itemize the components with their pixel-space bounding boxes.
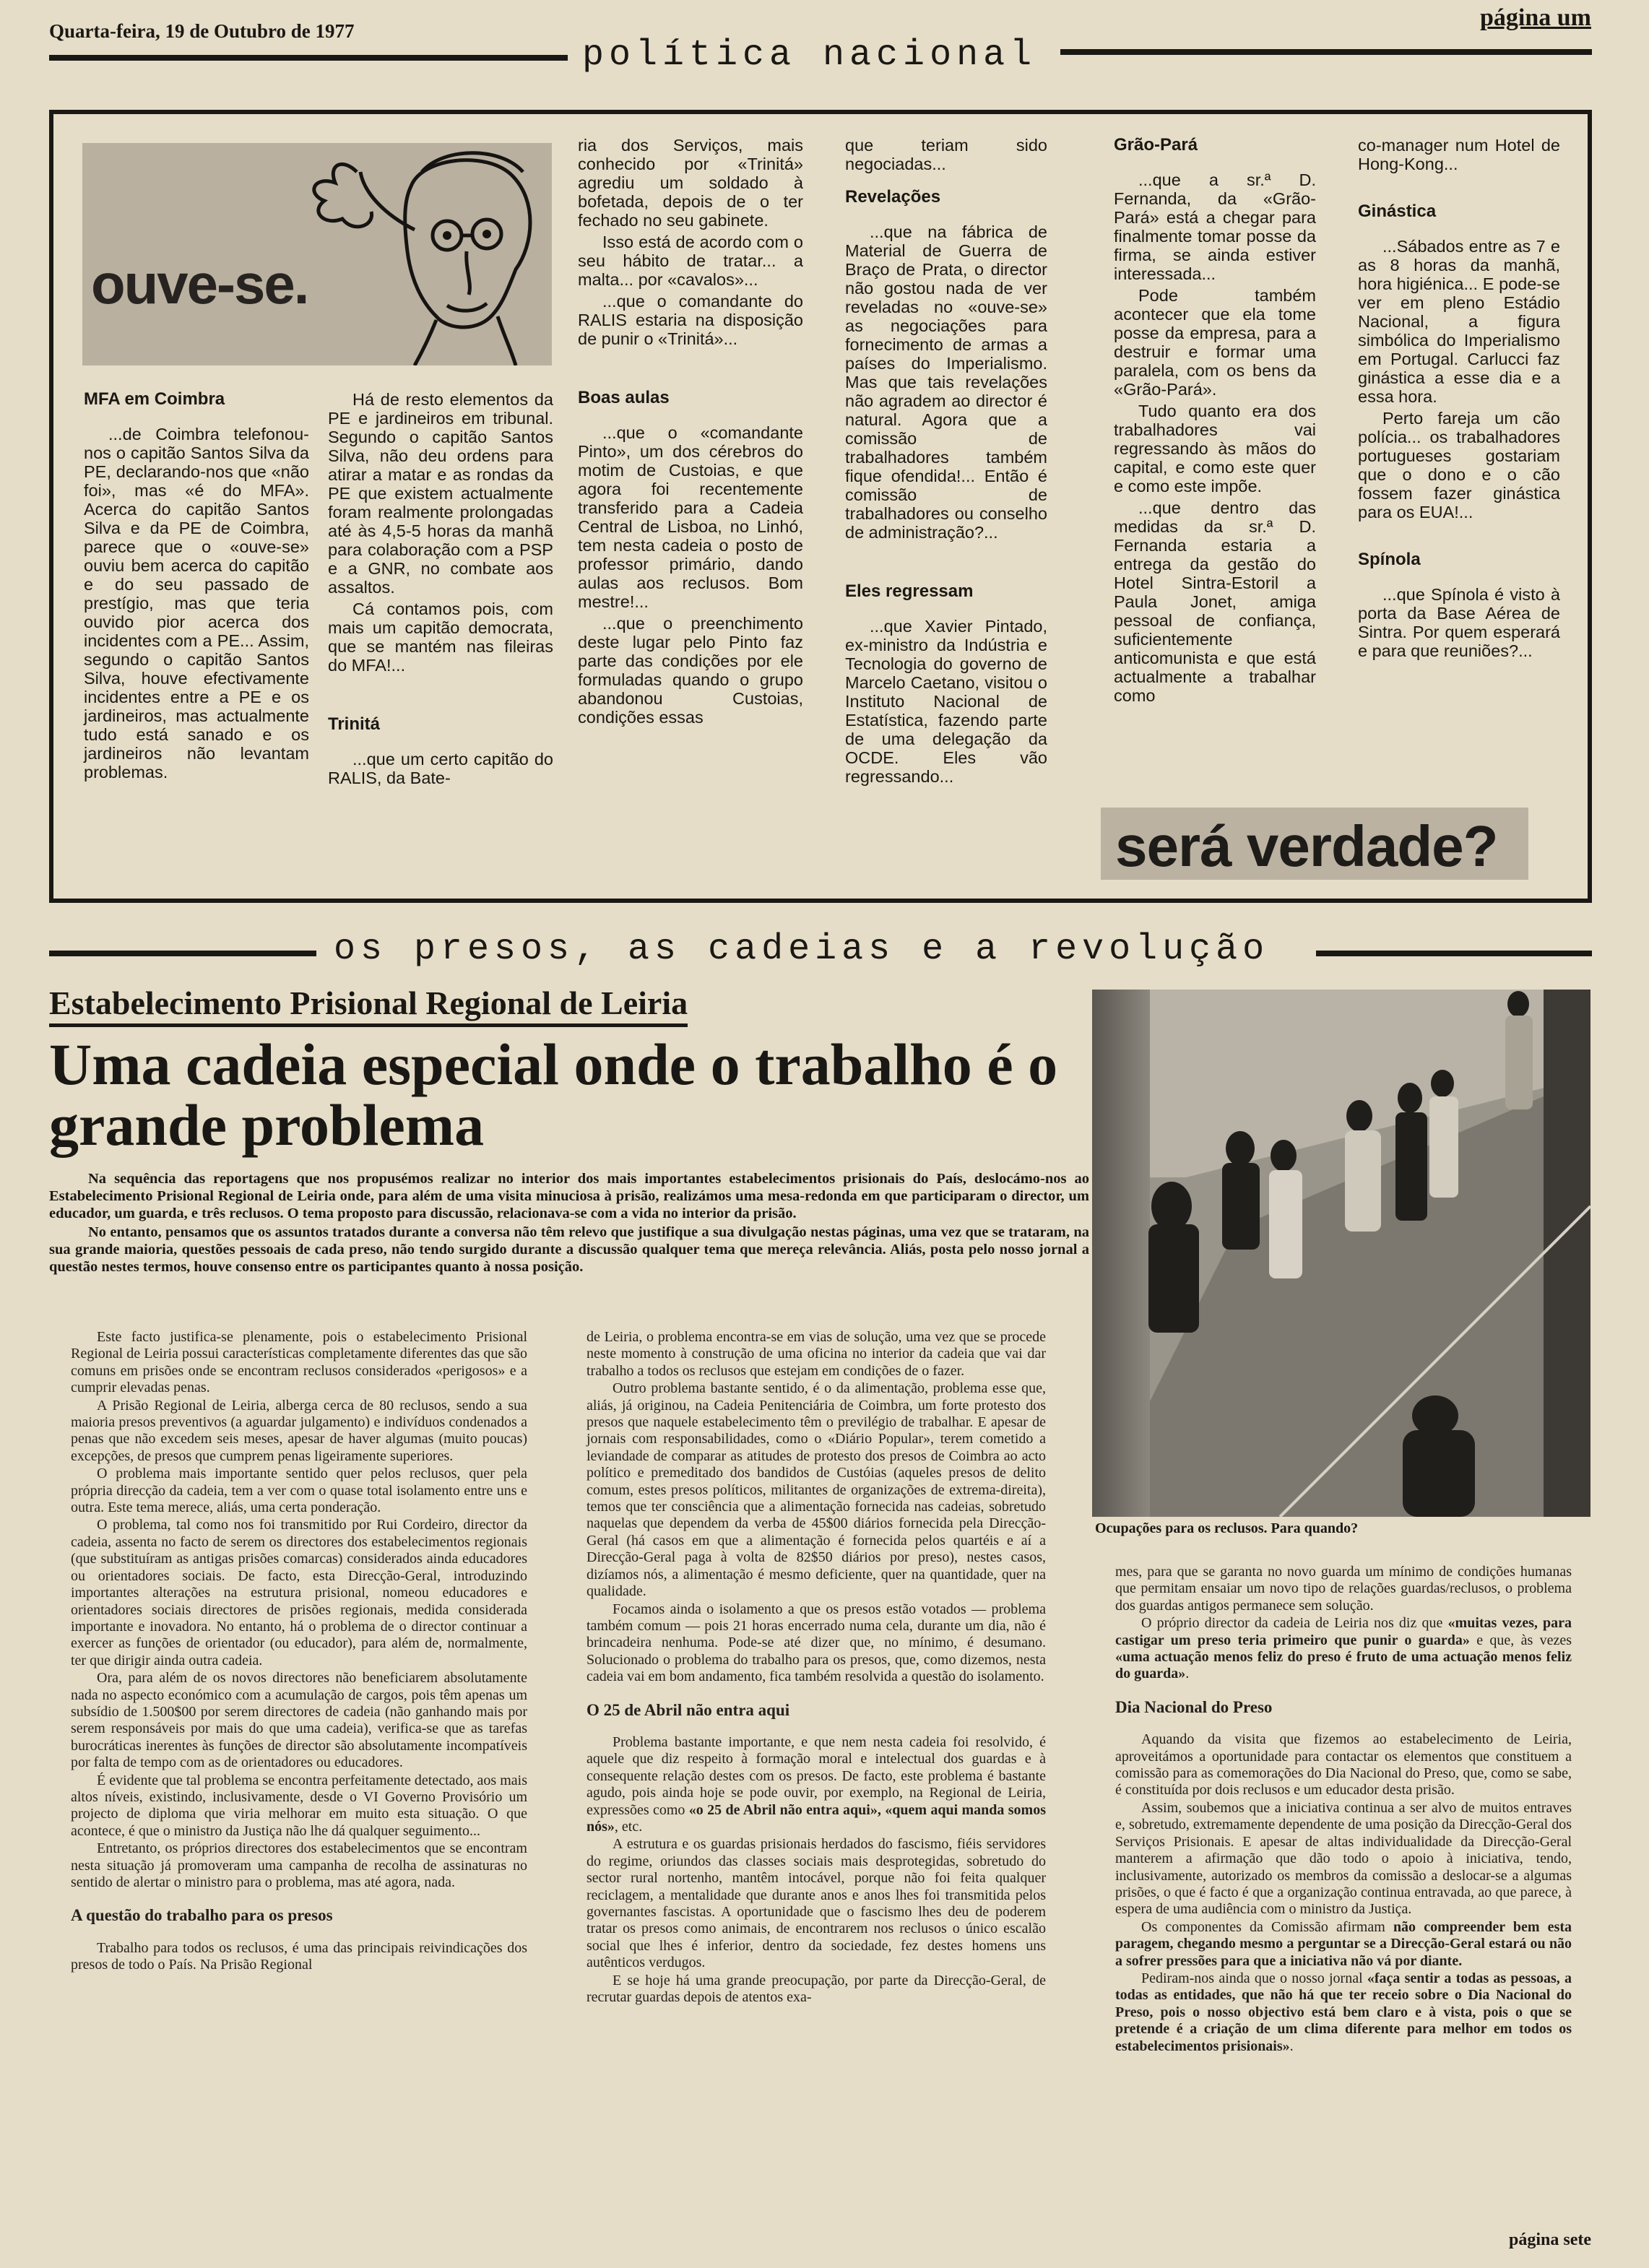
text-run: , etc. bbox=[614, 1818, 643, 1835]
gossip-paragraph: que teriam sido negociadas... bbox=[845, 136, 1047, 173]
gossip-paragraph: Isso está de acordo com o seu hábito de tratar... a malta... por «cavalos»... bbox=[578, 233, 803, 289]
page-label-top: página um bbox=[1480, 4, 1591, 31]
gossip-paragraph: ria dos Serviços, mais conhecido por «Trinitá» agrediu um soldado à bofetada, depois de o ter fechado no seu gabinete. bbox=[578, 136, 803, 230]
gossip-column-5 bbox=[1114, 136, 1316, 708]
body-paragraph: O problema mais importante sentido quer pelos reclusos, quer pela própria direcção da cadeia, tem a ver com o quase total isolamento entre uns e outra. Este tema merece, aliás, uma certa ponderação. bbox=[71, 1466, 527, 1516]
prison-yard-photo bbox=[1092, 990, 1590, 1517]
gossip-column-4 bbox=[845, 136, 1047, 789]
body-paragraph bbox=[1115, 1970, 1572, 2055]
gossip-paragraph: ...que o comandante do RALIS estaria na disposição de punir o «Trinitá»... bbox=[578, 292, 803, 348]
body-paragraph: Ora, para além de os novos directores não beneficiarem absolutamente nada no aspecto económico com a acumulação de cargos, pois têm apenas um subsídio de 1.500$00 por serem directores de cadeia (não ganhando mais por serem responsáveis por mais do que uma cadeia), verifica-se que as tarefas burocráticas inerentes às funções de director são absolutamente incompatíveis por falta de tempo com as de orientadores ou educadores. bbox=[71, 1670, 527, 1771]
gossip-paragraph: ...que dentro das medidas da sr.ª D. Fernanda estaria a entrega da gestão do Hotel Sintra-Estoril a Paula Jonet, amiga pessoal de confiança, suficientemente anticomunista e que está actualmente a trabalhar como bbox=[1114, 498, 1316, 705]
text-run: Problema bastante importante, e que nem nesta cadeia foi resolvido, é aquele que diz respeito à formação moral e intelectual dos guardas e à consequente relação destes com os presos. De facto, este problema é bastante agudo, pois ainda hoje se pode ouvir, por exemplo, na Regional de Leiria, expressões como bbox=[587, 1734, 1046, 1818]
text-run: . bbox=[1185, 1666, 1190, 1682]
body-paragraph: O problema, tal como nos foi transmitido por Rui Cordeiro, director da cadeia, assenta no facto de serem os directores dos estabelecimentos regionais (que substituíram as antigas prisões comarcas) considerados ainda educadores ou orientadores sociais. De facto, esta Direcção-Geral, introduzindo importantes alterações na estrutura prisional, nomeou educadores e orientadores sociais directores de prisões regionais, medida considerada importante e inovadora. No entanto, há o problema de o director continuar a exercer as funções de orientador (ou educador), para além de, normalmente, ter que dirigir ainda outra cadeia. bbox=[71, 1517, 527, 1668]
gossip-paragraph: ...de Coimbra telefonou-nos o capitão Santos Silva da PE, declarando-nos que «não foi», mas «é do MFA». Acerca do capitão Santos Silva e da PE de Coimbra, parece que o «ouve-se» ouviu bem acerca do capitão e do seu passado de prestígio, mas que teria ouvido pior acerca dos incidentes com a PE... Assim, segundo o capitão Santos Silva, houve efectivamente incidentes entre a PE e os jardineiros, mas actualmente tudo está sanado e os jardineiros não levantam problemas. bbox=[84, 425, 309, 782]
section2-rule-right bbox=[1316, 951, 1592, 956]
section-title: política nacional bbox=[582, 35, 1037, 76]
gossip-column-6 bbox=[1358, 136, 1560, 663]
text-run: O próprio director da cadeia de Leiria nos diz que bbox=[1141, 1615, 1443, 1632]
gossip-paragraph: ...que um certo capitão do RALIS, da Bate- bbox=[328, 750, 553, 787]
quote-emphasis: «muitas vezes, para castigar um preso teria primeiro que punir o guarda» bbox=[1115, 1615, 1572, 1648]
photo-caption: Ocupações para os reclusos. Para quando? bbox=[1095, 1520, 1359, 1536]
header-rule-right bbox=[1060, 49, 1592, 55]
gossip-paragraph: co-manager num Hotel de Hong-Kong... bbox=[1358, 136, 1560, 173]
body-paragraph: Focamos ainda o isolamento a que os presos estão votados — problema também comum — pois 21 horas encerrado numa cela, durante um dia, não é brincadeira nenhuma. Pode-se até dizer que, no mínimo, é desumano. Solucionado o problema do trabalho para os presos, que, como dizemos, nesta cadeia vai em bom andamento, fica também resolvida a questão do isolamento. bbox=[587, 1601, 1046, 1685]
gossip-paragraph: Tudo quanto era dos trabalhadores vai regressando às mãos do capital, e como este quer e como este impõe. bbox=[1114, 402, 1316, 495]
body-paragraph: A Prisão Regional de Leiria, alberga cerca de 80 reclusos, sendo a sua maioria presos preventivos (a aguardar julgamento) e indivíduos condenados a penas que não excedem seis meses, apesar de haver algumas (muito poucas) excepções, de presos que cumprem penas ligeiramente superiores. bbox=[71, 1397, 527, 1464]
body-paragraph: A estrutura e os guardas prisionais herdados do fascismo, fiéis servidores do regime, oriundos das classes sociais mais desprotegidas, sobretudo do sector rural nortenho, mantêm intocável, porque não foi feita qualquer reciclagem, a mentalidade que durante anos e anos lhes foi transmitida pelos governantes fascistas. A oportunidade que o fascismo lhes deu de poderem tratar os presos como animais, de encontrarem nos reclusos o único escalão social que lhes é inferior, dentro da sociedade, fez destes homens uns autênticos verdugos. bbox=[587, 1836, 1046, 1971]
lead-paragraph: Na sequência das reportagens que nos propusémos realizar no interior dos mais importantes estabelecimentos prisionais do País, deslocámo-nos ao Estabelecimento Prisional Regional de Leiria onde, para além de uma visita minuciosa à prisão, realizámos uma mesa-redonda em que participaram o director, um educador, um guarda, e três reclusos. O tema proposto para discussão, relacionava-se com a vida no interior da prisão. bbox=[49, 1171, 1089, 1221]
body-paragraph: É evidente que tal problema se encontra perfeitamente detectado, aos mais altos níveis, existindo, inclusivamente, desde o VI Governo Provisório um projecto de diploma que viria melhorar em muito esta situação. O que acontece, é que o ministro da Justiça não lhe dá qualquer seguimento... bbox=[71, 1772, 527, 1839]
article-column-2 bbox=[587, 1329, 1046, 2007]
subheading: A questão do trabalho para os presos bbox=[71, 1906, 333, 1925]
sera-verdade-title: será verdade? bbox=[1115, 814, 1498, 878]
gossip-column-2 bbox=[328, 390, 553, 790]
page-label-bottom: página sete bbox=[1509, 2230, 1591, 2249]
gossip-heading: Eles regressam bbox=[845, 581, 974, 601]
body-paragraph bbox=[1115, 1919, 1572, 1970]
gossip-box bbox=[49, 110, 1592, 903]
article-headline: Uma cadeia especial onde o trabalho é o grande problema bbox=[49, 1031, 1058, 1158]
body-paragraph: Este facto justifica-se plenamente, pois o estabelecimento Prisional Regional de Leiria possui características completamente diferentes das que são comuns em prisões onde se encontram reclusos considerados «perigosos» e a cumprir elevadas penas. bbox=[71, 1329, 527, 1396]
gossip-column-1 bbox=[84, 390, 309, 784]
text-run: Os componentes da Comissão afirmam bbox=[1141, 1918, 1385, 1935]
gossip-paragraph: Cá contamos pois, com mais um capitão democrata, que se mantém nas fileiras do MFA!... bbox=[328, 600, 553, 675]
text-run: . bbox=[1289, 2038, 1294, 2054]
section2-title: os presos, as cadeias e a revolução bbox=[334, 929, 1270, 970]
body-paragraph: Aquando da visita que fizemos ao estabelecimento de Leiria, aproveitámos a oportunidade para contactar os elementos que constituem a comissão para as comemorações do Dia Nacional do Preso, que, como se sabe, é constituída por dois reclusos e um educador desta prisão. bbox=[1115, 1731, 1572, 1799]
ouve-se-title: ouve-se. bbox=[91, 252, 308, 316]
body-paragraph bbox=[1115, 1615, 1572, 1683]
body-paragraph bbox=[587, 1734, 1046, 1835]
sera-verdade-banner bbox=[1101, 808, 1528, 880]
subheading: Dia Nacional do Preso bbox=[1115, 1697, 1273, 1716]
body-paragraph: Trabalho para todos os reclusos, é uma das principais reivindicações dos presos de todo o País. Na Prisão Regional bbox=[71, 1939, 527, 1973]
subheading: O 25 de Abril não entra aqui bbox=[587, 1700, 790, 1719]
gossip-paragraph: ...que o «comandante Pinto», um dos cérebros do motim de Custoias, e que agora foi recentemente transferido para a Cadeia Central de Lisboa, no Linhó, tem nesta cadeia o posto de professor primário, dando aulas aos reclusos. Bom mestre!... bbox=[578, 423, 803, 611]
article-column-1 bbox=[71, 1329, 527, 1975]
issue-date: Quarta-feira, 19 de Outubro de 1977 bbox=[49, 20, 355, 42]
gossip-paragraph: Perto fareja um cão polícia... os trabalhadores portugueses gostariam que o dono e o cão fossem fazer ginástica para os EUA!... bbox=[1358, 409, 1560, 521]
article-lead bbox=[49, 1170, 1089, 1277]
quote-emphasis: não compreender bem esta paragem, chegando mesmo a perguntar se a Direcção-Geral estará ou não a sofrer pressões para que a iniciativa não vá por diante. bbox=[1115, 1918, 1572, 1969]
gossip-column-3 bbox=[578, 136, 803, 730]
gossip-heading: Grão-Pará bbox=[1114, 135, 1198, 155]
gossip-paragraph: ...que Spínola é visto à porta da Base Aérea de Sintra. Por quem esperará e para que reuniões?... bbox=[1358, 585, 1560, 660]
body-paragraph: mes, para que se garanta no novo guarda um mínimo de condições humanas que permitam ensaiar um novo tipo de relações guardas/reclusos, o problema dos guardas antigos permanece sem solução. bbox=[1115, 1564, 1572, 1614]
section2-rule-left bbox=[49, 951, 316, 956]
body-paragraph: Assim, soubemos que a iniciativa continua a ser alvo de muitos entraves e, sobretudo, extremamente dependente de uma posição da Direcção-Geral dos Serviços Prisionais. E apesar de altas individualidade da Direcção-Geral manterem a afirmação que dão todo o apoio à iniciativa, tendo, inclusivamente, autorizado os membros da comissão a deslocar-se a algumas prisões, o que é facto é que a organização continua entravada, ao que parece, à espera de uma audiência com o ministro da Justiça. bbox=[1115, 1799, 1572, 1918]
article-column-3 bbox=[1115, 1564, 1572, 2056]
ouve-se-logo bbox=[82, 143, 552, 365]
body-paragraph: Outro problema bastante sentido, é o da alimentação, problema esse que, aliás, já originou, na Cadeia Penitenciária de Coimbra, um forte protesto dos presos que naquele estabelecimento têm o previlégio de trabalhar. E apesar de jornais com responsabilidades, como o «Diário Popular», terem cometido a leviandade de comparar as atitudes de protesto dos presos de Coimbra ao acto político e premeditado dos bandidos de Custóias (aqueles presos de delito comum, estes presos políticos, militantes de organizações de extrema-direita), temos que ter consciência que a alimentação fornecida nas cadeias, sobretudo naquelas que dependem da verba de 45$00 diários fornecida pela Direcção-Geral (há casos em que a alimentação é fornecida pelos quartéis e aí a Direcção-Geral paga à volta de 82$50 diários por preso), nestes casos, dizíamos nós, a alimentação é mesmo deficiente, quer na quantidade, quer na qualidade. bbox=[587, 1380, 1046, 1600]
header-rule-left bbox=[49, 55, 568, 61]
gossip-paragraph: Pode também acontecer que ela tome posse da empresa, para a destruir e formar uma paralela, com os bens da «Grão-Pará». bbox=[1114, 286, 1316, 399]
quote-emphasis: «uma actuação menos feliz do preso é fruto de uma actuação menos feliz do guarda» bbox=[1115, 1649, 1572, 1682]
gossip-heading: MFA em Coimbra bbox=[84, 389, 225, 409]
gossip-heading: Spínola bbox=[1358, 550, 1421, 569]
quote-emphasis: «o 25 de Abril não entra aqui», «quem aqui manda somos nós» bbox=[587, 1801, 1046, 1835]
gossip-paragraph: ...que na fábrica de Material de Guerra de Braço de Prata, o director não gostou nada de ver reveladas no «ouve-se» as negociações para fornecimento de armas a países do Imperialismo. Mas que tais revelações não agradem ao director é natural. Agora que a comissão de trabalhadores também fique ofendida!... Então é comissão de trabalhadores ou conselho de administração?... bbox=[845, 222, 1047, 542]
gossip-heading: Trinitá bbox=[328, 714, 381, 734]
text-run: e que, às vezes bbox=[1476, 1632, 1572, 1648]
gossip-paragraph: Há de resto elementos da PE e jardineiros em tribunal. Segundo o capitão Santos Silva, não deu ordens para atirar a matar e as rondas da PE que existem actualmente foram realmente prolongadas até às 4,5-5 horas da manhã para colaboração com a PSP e a GNR, no combate aos assaltos. bbox=[328, 390, 553, 597]
gossip-paragraph: ...que o preenchimento deste lugar pelo Pinto faz parte das condições por ele formuladas quando o grupo abandonou Custoias, condições essas bbox=[578, 614, 803, 727]
body-paragraph: E se hoje há uma grande preocupação, por parte da Direcção-Geral, de recrutar guardas depois de atentos exa- bbox=[587, 1972, 1046, 2006]
body-paragraph: de Leiria, o problema encontra-se em vias de solução, uma vez que se procede neste momento à construção de uma oficina no interior da cadeia que vai dar trabalho a todos os reclusos que estejam em condições de o fazer. bbox=[587, 1329, 1046, 1379]
gossip-paragraph: ...que Xavier Pintado, ex-ministro da Indústria e Tecnologia do governo de Marcelo Caetano, visitou o Instituto Nacional de Estatística, fazendo parte de uma delegação da OCDE. Eles vão regressando... bbox=[845, 617, 1047, 786]
lead-paragraph: No entanto, pensamos que os assuntos tratados durante a conversa não têm relevo que justifique a sua divulgação nestas páginas, uma vez que se trataram, na sua grande maioria, questões pessoais de cada preso, não tendo surgido durante a discussão qualquer tema que mereça relevância. Aliás, posta pelo nosso jornal a questão nestes termos, houve consenso entre os participantes quanto à nossa posição. bbox=[49, 1224, 1089, 1275]
gossip-heading: Revelações bbox=[845, 187, 941, 207]
body-paragraph: Entretanto, os próprios directores dos estabelecimentos que se encontram nesta situação já promoveram uma campanha de recolha de assinaturas no sentido de alertar o ministro para o problema, mas até agora, nada. bbox=[71, 1840, 527, 1890]
gossip-paragraph: ...que a sr.ª D. Fernanda, da «Grão-Pará» está a chegar para finalmente tomar posse da firma, se ainda estiver interessada... bbox=[1114, 170, 1316, 283]
gossip-paragraph: ...Sábados entre as 7 e as 8 horas da manhã, hora higiénica... E pode-se ver em pleno Estádio Nacional, a figura simbólica do Imperialismo em Portugal. Carlucci faz ginástica a esse dia e a essa hora. bbox=[1358, 237, 1560, 406]
gossip-heading: Ginástica bbox=[1358, 202, 1437, 221]
quote-emphasis: «faça sentir a todas as pessoas, a todas as entidades, que não há que ter receio sobre o Dia Nacional do Preso, pois o nosso objectivo está bem claro e à vista, pois o que se pretende é a criação de um clima diferente para melhor em todos os estabelecimentos prisionais» bbox=[1115, 1970, 1572, 2054]
article-kicker: Estabelecimento Prisional Regional de Leiria bbox=[49, 984, 688, 1027]
text-run: Pediram-nos ainda que o nosso jornal bbox=[1141, 1970, 1363, 1986]
gossip-heading: Boas aulas bbox=[578, 388, 670, 407]
